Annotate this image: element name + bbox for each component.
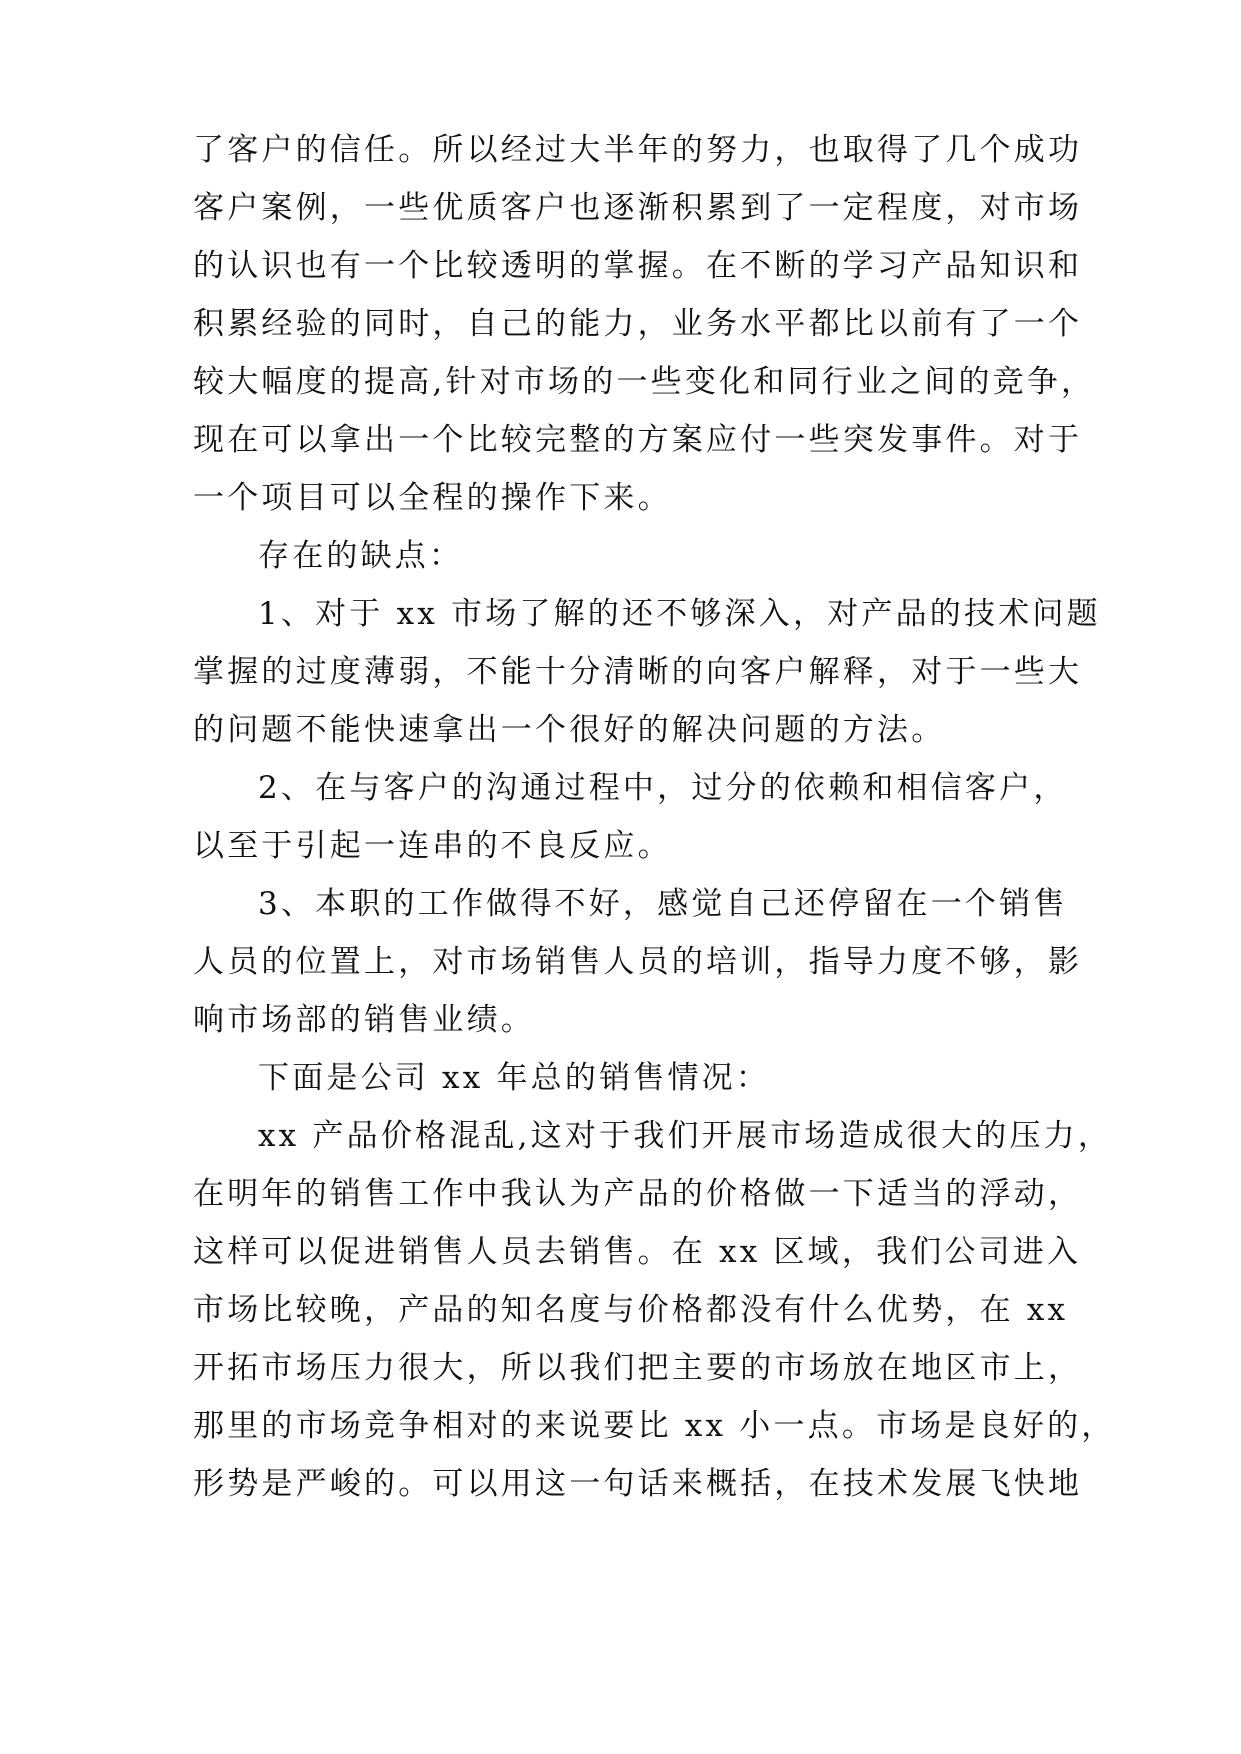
text-line: 响市场部的销售业绩。 [193, 1002, 535, 1038]
text-line: 客户案例，一些优质客户也逐渐积累到了一定程度，对市场 [193, 190, 1083, 226]
text-line: 现在可以拿出一个比较完整的方案应付一些突发事件。对于 [193, 422, 1083, 458]
text-line: 那里的市场竞争相对的来说要比 xx 小一点。市场是良好的， [193, 1408, 1116, 1444]
text-line: 人员的位置上，对市场销售人员的培训，指导力度不够，影 [193, 944, 1083, 980]
text-line: 市场比较晚，产品的知名度与价格都没有什么优势，在 xx [193, 1292, 1069, 1328]
text-line: 了客户的信任。所以经过大半年的努力，也取得了几个成功 [193, 132, 1083, 168]
section-heading: 下面是公司 xx 年总的销售情况： [258, 1060, 771, 1096]
text-line: xx 产品价格混乱,这对于我们开展市场造成很大的压力， [258, 1118, 1113, 1154]
text-line: 这样可以促进销售人员去销售。在 xx 区域，我们公司进入 [193, 1234, 1082, 1270]
text-line: 在明年的销售工作中我认为产品的价格做一下适当的浮动， [193, 1176, 1083, 1212]
text-line: 以至于引起一连串的不良反应。 [193, 828, 672, 864]
text-line: 形势是严峻的。可以用这一句话来概括，在技术发展飞快地 [193, 1466, 1083, 1502]
text-line: 一个项目可以全程的操作下来。 [193, 480, 672, 516]
text-line: 积累经验的同时，自己的能力，业务水平都比以前有了一个 [193, 306, 1083, 342]
text-line: 较大幅度的提高,针对市场的一些变化和同行业之间的竞争， [193, 364, 1096, 400]
text-line: 3、本职的工作做得不好，感觉自己还停留在一个销售 [258, 886, 1068, 922]
section-heading: 存在的缺点： [258, 538, 464, 574]
text-line: 开拓市场压力很大，所以我们把主要的市场放在地区市上， [193, 1350, 1083, 1386]
text-line: 的认识也有一个比较透明的掌握。在不断的学习产品知识和 [193, 248, 1083, 284]
text-line: 的问题不能快速拿出一个很好的解决问题的方法。 [193, 712, 946, 748]
text-line: 掌握的过度薄弱，不能十分清晰的向客户解释，对于一些大 [193, 654, 1083, 690]
text-line: 2、在与客户的沟通过程中，过分的依赖和相信客户， [258, 770, 1068, 806]
text-line: 1、对于 xx 市场了解的还不够深入，对产品的技术问题 [258, 596, 1101, 632]
